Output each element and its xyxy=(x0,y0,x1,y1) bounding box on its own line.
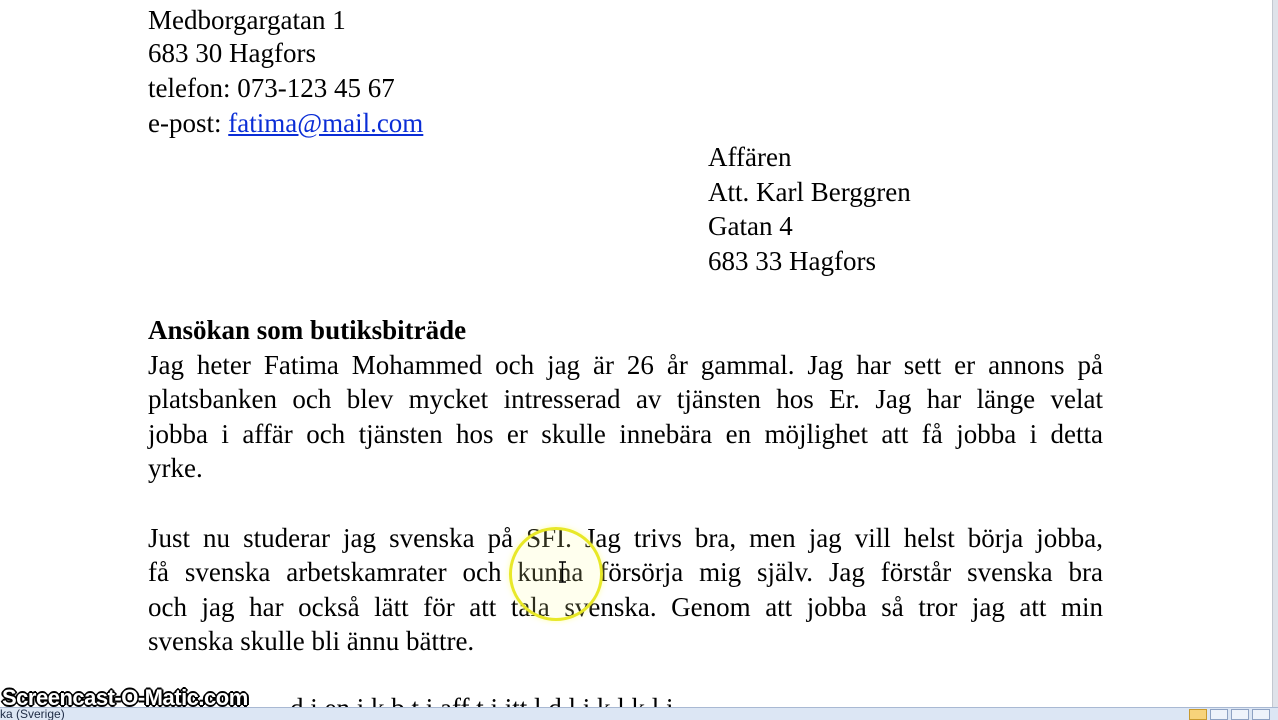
web-layout-view-button[interactable] xyxy=(1231,709,1249,720)
sender-email-link[interactable]: fatima@mail.com xyxy=(228,108,424,138)
full-screen-reading-view-button[interactable] xyxy=(1210,709,1228,720)
status-language[interactable]: ka (Sverige) xyxy=(0,707,65,720)
outline-view-button[interactable] xyxy=(1252,709,1270,720)
window-right-edge xyxy=(1272,0,1278,720)
sender-email-line xyxy=(148,107,423,139)
recipient-attention: Att. Karl Berggren xyxy=(708,177,911,207)
recipient-street: Gatan 4 xyxy=(708,211,793,241)
recipient-postal: 683 33 Hagfors xyxy=(708,246,876,276)
paragraph-line: jobba i affär och tjänsten hos er skulle innebära en möjlighet att få jobba i detta xyxy=(148,419,1103,449)
paragraph-line: Jag heter Fatima Mohammed och jag är 26 år gammal. Jag har sett er annons på xyxy=(148,350,1103,380)
paragraph-line: yrke. xyxy=(148,453,203,483)
paragraph-line: få svenska arbetskamrater och kunna försörja mig själv. Jag förstår svenska bra xyxy=(148,557,1103,587)
recipient-company: Affären xyxy=(708,142,792,172)
screencast-watermark: Screencast-O-Matic.com xyxy=(2,685,248,710)
paragraph-line: svenska skulle bli ännu bättre. xyxy=(148,626,475,656)
paragraph-line: och jag har också lätt för att tala svenska. Genom att jobba så tror jag att min xyxy=(148,592,1103,622)
sender-phone: telefon: 073-123 45 67 xyxy=(148,73,395,103)
sender-email-label: e-post: xyxy=(148,108,229,138)
sender-postal: 683 30 Hagfors xyxy=(148,38,316,68)
letter-heading: Ansökan som butiksbiträde xyxy=(148,315,467,345)
view-buttons xyxy=(1189,709,1270,720)
print-layout-view-button[interactable] xyxy=(1189,709,1207,720)
paragraph-line: Just nu studerar jag svenska på SFI. Jag trivs bra, men jag vill helst börja jobba, xyxy=(148,523,1103,553)
paragraph-line: platsbanken och blev mycket intresserad av tjänsten hos Er. Jag har länge velat xyxy=(148,384,1103,414)
sender-street: Medborgargatan 1 xyxy=(148,5,346,35)
